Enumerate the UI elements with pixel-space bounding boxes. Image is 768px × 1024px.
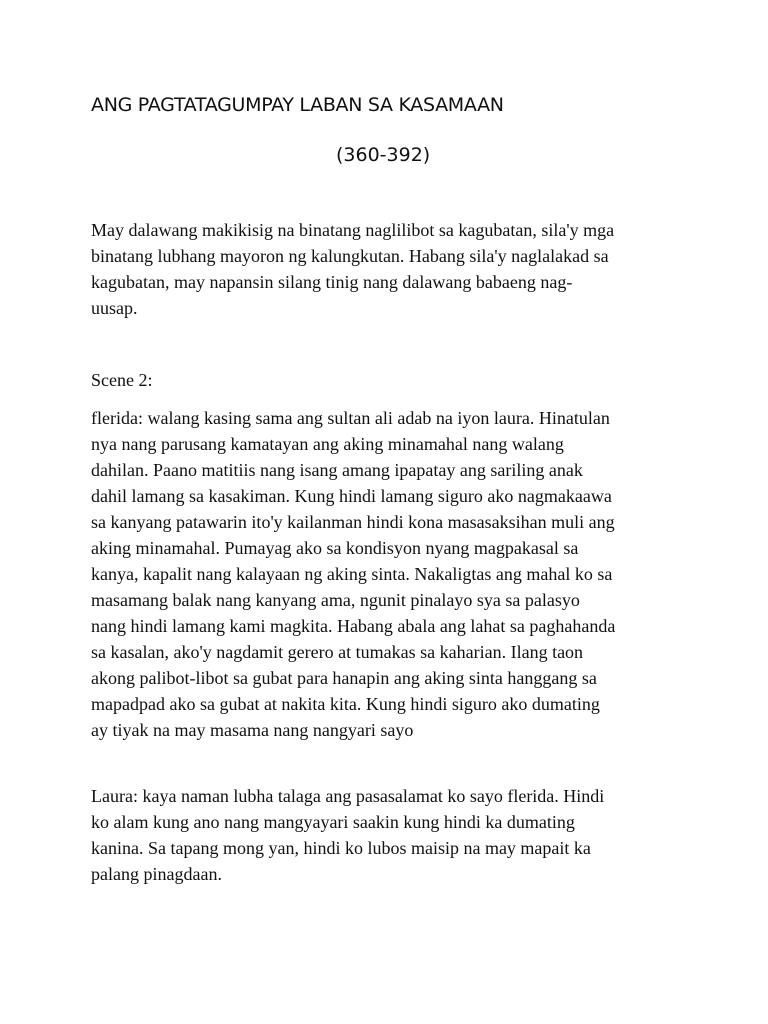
document-subtitle: (360-392): [336, 144, 431, 166]
paragraph-line: ko alam kung ano nang mangyayari saakin kung hindi ka dumating: [91, 812, 575, 832]
paragraph-line: palang pinagdaan.: [91, 864, 222, 884]
paragraph-line: sa kanyang patawarin ito'y kailanman hindi kona masasaksihan muli ang: [91, 512, 615, 532]
paragraph-line: nang hindi lamang kami magkita. Habang abala ang lahat sa paghahanda: [91, 616, 616, 636]
laura-paragraph: [91, 783, 691, 887]
paragraph-line: kanya, kapalit nang kalayaan ng aking sinta. Nakaligtas ang mahal ko sa: [91, 564, 613, 584]
paragraph-line: uusap.: [91, 298, 138, 318]
paragraph-line: dahil lamang sa kasakiman. Kung hindi lamang siguro ako nagmakaawa: [91, 486, 612, 506]
paragraph-line: flerida: walang kasing sama ang sultan ali adab na iyon laura. Hinatulan: [91, 408, 610, 428]
paragraph-line: kagubatan, may napansin silang tinig nang dalawang babaeng nag-: [91, 272, 573, 292]
paragraph-line: Laura: kaya naman lubha talaga ang pasasalamat ko sayo flerida. Hindi: [91, 786, 605, 806]
paragraph-line: aking minamahal. Pumayag ako sa kondisyon nyang magpakasal sa: [91, 538, 579, 558]
paragraph-line: masamang balak nang kanyang ama, ngunit pinalayo sya sa palasyo: [91, 590, 580, 610]
florida-paragraph: [91, 405, 691, 743]
paragraph-line: dahilan. Paano matitiis nang isang amang ipapatay ang sariling anak: [91, 460, 583, 480]
paragraph-line: mapadpad ako sa gubat at nakita kita. Kung hindi siguro ako dumating: [91, 694, 600, 714]
paragraph-line: ay tiyak na may masama nang nangyari sayo: [91, 720, 414, 740]
paragraph-line: akong palibot-libot sa gubat para hanapin ang aking sinta hanggang sa: [91, 668, 597, 688]
paragraph-line: binatang lubhang mayoron ng kalungkutan. Habang sila'y naglalakad sa: [91, 246, 609, 266]
document-title: ANG PAGTATAGUMPAY LABAN SA KASAMAAN: [91, 94, 504, 116]
intro-paragraph: [91, 217, 691, 321]
paragraph-line: kanina. Sa tapang mong yan, hindi ko lubos maisip na may mapait ka: [91, 838, 591, 858]
paragraph-line: nya nang parusang kamatayan ang aking minamahal nang walang: [91, 434, 564, 454]
scene-label: Scene 2:: [91, 370, 153, 390]
paragraph-line: sa kasalan, ako'y nagdamit gerero at tumakas sa kaharian. Ilang taon: [91, 642, 584, 662]
paragraph-line: May dalawang makikisig na binatang naglilibot sa kagubatan, sila'y mga: [91, 220, 615, 240]
